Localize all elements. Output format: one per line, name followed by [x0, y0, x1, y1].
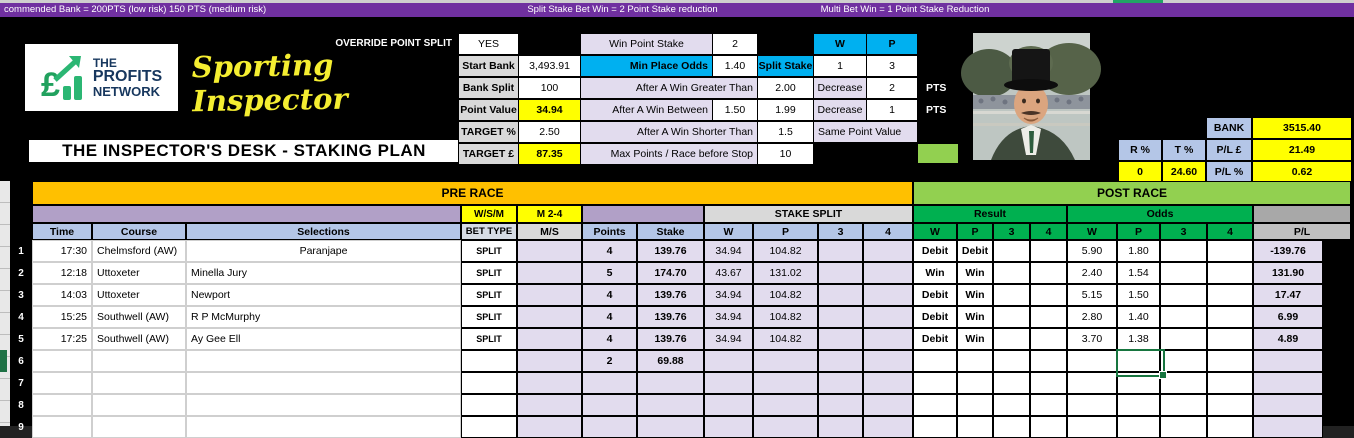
cell-ms[interactable]: [517, 394, 582, 416]
after-win-between-high[interactable]: 1.99: [757, 99, 814, 121]
cell-ss-4[interactable]: [863, 350, 913, 372]
status-green-cell[interactable]: [918, 144, 958, 163]
pl-pct-value[interactable]: 0.62: [1252, 161, 1352, 182]
cell-selection[interactable]: [186, 394, 461, 416]
result-header: Result: [913, 205, 1067, 223]
cell-res-4[interactable]: [1030, 372, 1067, 394]
split-p-header: P: [866, 33, 918, 55]
cell-res-4[interactable]: [1030, 328, 1067, 350]
cell-odds-w[interactable]: 5.90: [1067, 240, 1117, 262]
cell-res-4[interactable]: [1030, 306, 1067, 328]
col-header-ms: M/S: [517, 223, 582, 240]
cell-course[interactable]: Uttoxeter: [92, 284, 186, 306]
cell-points[interactable]: 4: [582, 306, 637, 328]
cell-odds-w[interactable]: 2.80: [1067, 306, 1117, 328]
cell-ss-3[interactable]: [818, 306, 863, 328]
cell-odds-w[interactable]: 3.70: [1067, 328, 1117, 350]
cell-selection[interactable]: Minella Jury: [186, 262, 461, 284]
after-win-greater-value[interactable]: 2.00: [757, 77, 814, 99]
cell-odds-p[interactable]: 1.54: [1117, 262, 1160, 284]
cell-ms[interactable]: [517, 262, 582, 284]
cell-odds-4[interactable]: [1207, 306, 1253, 328]
cell-res-4[interactable]: [1030, 350, 1067, 372]
cell-ss-w[interactable]: [704, 416, 753, 438]
cell-res-w[interactable]: [913, 394, 957, 416]
cell-odds-3[interactable]: [1160, 394, 1207, 416]
cell-ms[interactable]: [517, 284, 582, 306]
cell-odds-4[interactable]: [1207, 394, 1253, 416]
row-number[interactable]: 5: [18, 333, 24, 345]
cell-ss-p[interactable]: 131.02: [753, 262, 818, 284]
win-point-stake-value[interactable]: 2: [712, 33, 758, 55]
pts1-label: PTS: [926, 82, 947, 94]
cell-ss-p[interactable]: [753, 394, 818, 416]
col-header-odds-w: W: [1067, 223, 1117, 240]
cell-ss-w[interactable]: [704, 350, 753, 372]
cell-time[interactable]: 17:25: [32, 328, 92, 350]
cell-pl[interactable]: [1253, 372, 1323, 394]
after-win-greater-label: After A Win Greater Than: [580, 77, 758, 99]
cell-bet-type[interactable]: [461, 416, 517, 438]
cell-time[interactable]: 15:25: [32, 306, 92, 328]
decrease2-value[interactable]: 1: [866, 99, 918, 121]
col-header-odds-3: 3: [1160, 223, 1207, 240]
cell-odds-3[interactable]: [1160, 306, 1207, 328]
cell-odds-4[interactable]: [1207, 350, 1253, 372]
cell-ss-4[interactable]: [863, 240, 913, 262]
cell-odds-w[interactable]: 5.15: [1067, 284, 1117, 306]
cell-time[interactable]: 12:18: [32, 262, 92, 284]
cell-res-4[interactable]: [1030, 394, 1067, 416]
cell-time[interactable]: [32, 372, 92, 394]
cell-ss-w[interactable]: 34.94: [704, 306, 753, 328]
row-number[interactable]: 8: [18, 399, 24, 411]
cell-ss-w[interactable]: 43.67: [704, 262, 753, 284]
pl-gbp-value[interactable]: 21.49: [1252, 139, 1352, 161]
after-win-between-low[interactable]: 1.50: [712, 99, 758, 121]
cell-stake[interactable]: 139.76: [637, 240, 704, 262]
cell-res-p[interactable]: Win: [957, 328, 993, 350]
odds-header: Odds: [1067, 205, 1253, 223]
col-header-res-p: P: [957, 223, 993, 240]
cell-course[interactable]: Southwell (AW): [92, 306, 186, 328]
desk-title-banner: THE INSPECTOR'S DESK - STAKING PLAN: [28, 139, 460, 163]
after-win-between-label: After A Win Between: [580, 99, 713, 121]
cell-ms[interactable]: [517, 328, 582, 350]
col-header-pl: P/L: [1253, 223, 1351, 240]
cell-ms[interactable]: [517, 372, 582, 394]
cell-ss-4[interactable]: [863, 416, 913, 438]
info-bar-left: commended Bank = 200PTS (low risk) 150 PTS (medium risk): [4, 4, 267, 15]
cell-course[interactable]: [92, 372, 186, 394]
cell-ms[interactable]: [517, 350, 582, 372]
cell-ss-w[interactable]: 34.94: [704, 240, 753, 262]
cell-res-w[interactable]: Debit: [913, 328, 957, 350]
cell-res-3[interactable]: [993, 262, 1030, 284]
cell-res-w[interactable]: Debit: [913, 284, 957, 306]
cell-course[interactable]: [92, 394, 186, 416]
row-number[interactable]: 7: [18, 377, 24, 389]
cell-time[interactable]: 17:30: [32, 240, 92, 262]
cell-res-p[interactable]: Win: [957, 306, 993, 328]
profits-network-logo: [25, 44, 178, 111]
cell-ss-3[interactable]: [818, 284, 863, 306]
logo-line1: THE: [92, 56, 117, 70]
active-cell-selection[interactable]: [1116, 349, 1165, 377]
cell-bet-type[interactable]: [461, 394, 517, 416]
cell-points[interactable]: [582, 416, 637, 438]
cell-points[interactable]: 4: [582, 328, 637, 350]
max-points-value[interactable]: 10: [757, 143, 814, 165]
cell-odds-4[interactable]: [1207, 416, 1253, 438]
cell-odds-3[interactable]: [1160, 372, 1207, 394]
cell-stake[interactable]: [637, 394, 704, 416]
cell-points[interactable]: 4: [582, 240, 637, 262]
cell-res-w[interactable]: Debit: [913, 306, 957, 328]
sheet-gutter: [0, 181, 10, 426]
cell-ms[interactable]: [517, 240, 582, 262]
cell-ss-4[interactable]: [863, 372, 913, 394]
max-points-label: Max Points / Race before Stop: [580, 143, 758, 165]
logo-line3: NETWORK: [92, 84, 160, 99]
cell-odds-3[interactable]: [1160, 284, 1207, 306]
t-pct-label: T %: [1162, 139, 1206, 161]
cell-odds-4[interactable]: [1207, 262, 1253, 284]
point-value-value[interactable]: 34.94: [518, 99, 581, 121]
logo-line2: PROFITS: [92, 68, 163, 85]
cell-bet-type[interactable]: SPLIT: [461, 262, 517, 284]
cell-selection[interactable]: Newport: [186, 284, 461, 306]
cell-ss-p[interactable]: 104.82: [753, 240, 818, 262]
cell-ss-3[interactable]: [818, 328, 863, 350]
cell-ss-w[interactable]: 34.94: [704, 328, 753, 350]
row-number[interactable]: 1: [18, 245, 24, 257]
cell-odds-3[interactable]: [1160, 240, 1207, 262]
cell-stake[interactable]: 69.88: [637, 350, 704, 372]
cell-stake[interactable]: 139.76: [637, 328, 704, 350]
cell-odds-w[interactable]: [1067, 416, 1117, 438]
cell-pl[interactable]: -139.76: [1253, 240, 1323, 262]
cell-ss-4[interactable]: [863, 284, 913, 306]
cell-stake[interactable]: [637, 416, 704, 438]
cell-res-w[interactable]: Win: [913, 262, 957, 284]
cell-ms[interactable]: [517, 416, 582, 438]
cell-res-3[interactable]: [993, 394, 1030, 416]
cell-time[interactable]: [32, 416, 92, 438]
col-header-ss-3: 3: [818, 223, 863, 240]
cell-selection[interactable]: Paranjape: [186, 240, 461, 262]
split-stake-label: Split Stake: [757, 55, 814, 77]
wsm-header: W/S/M: [461, 205, 517, 223]
cell-odds-p[interactable]: [1117, 416, 1160, 438]
row-number[interactable]: 9: [18, 421, 24, 433]
win-point-stake-label: Win Point Stake: [580, 33, 713, 55]
bank-label: BANK: [1206, 117, 1252, 139]
cell-pl[interactable]: 6.99: [1253, 306, 1323, 328]
cell-time[interactable]: 14:03: [32, 284, 92, 306]
info-bar-center: Split Stake Bet Win = 2 Point Stake reduction: [527, 4, 718, 15]
cell-course[interactable]: Uttoxeter: [92, 262, 186, 284]
cell-ss-w[interactable]: [704, 394, 753, 416]
cell-points[interactable]: [582, 394, 637, 416]
pl-subheader-spacer: [1253, 205, 1351, 223]
target-pct-value[interactable]: 2.50: [518, 121, 581, 143]
cell-res-w[interactable]: Debit: [913, 240, 957, 262]
bank-split-value[interactable]: 100: [518, 77, 581, 99]
min-place-odds-label: Min Place Odds: [580, 55, 713, 77]
col-header-odds-p: P: [1117, 223, 1160, 240]
cell-bet-type[interactable]: [461, 350, 517, 372]
cell-odds-p[interactable]: 1.50: [1117, 284, 1160, 306]
cell-ss-3[interactable]: [818, 240, 863, 262]
cell-odds-3[interactable]: [1160, 328, 1207, 350]
col-header-course: Course: [92, 223, 186, 240]
cell-selection[interactable]: Ay Gee Ell: [186, 328, 461, 350]
split-stake-p[interactable]: 3: [866, 55, 918, 77]
cell-ss-p[interactable]: [753, 350, 818, 372]
cell-odds-p[interactable]: 1.80: [1117, 240, 1160, 262]
cell-ss-p[interactable]: 104.82: [753, 284, 818, 306]
cell-ss-4[interactable]: [863, 306, 913, 328]
col-header-ss-4: 4: [863, 223, 913, 240]
cell-res-p[interactable]: [957, 416, 993, 438]
pts2-label: PTS: [926, 104, 947, 116]
row-number[interactable]: 6: [18, 355, 24, 367]
cell-odds-w[interactable]: [1067, 394, 1117, 416]
cell-ss-w[interactable]: 34.94: [704, 284, 753, 306]
cell-res-3[interactable]: [993, 416, 1030, 438]
r-pct-label: R %: [1118, 139, 1162, 161]
cell-ss-3[interactable]: [818, 416, 863, 438]
col-header-stake: Stake: [637, 223, 704, 240]
cell-pl[interactable]: [1253, 416, 1323, 438]
cell-ss-3[interactable]: [818, 372, 863, 394]
cell-res-w[interactable]: [913, 416, 957, 438]
m24-header: M 2-4: [517, 205, 582, 223]
cell-odds-4[interactable]: [1207, 372, 1253, 394]
racecourse-gentleman-photo: [973, 33, 1090, 160]
cell-odds-4[interactable]: [1207, 328, 1253, 350]
cell-stake[interactable]: 139.76: [637, 306, 704, 328]
start-bank-label: Start Bank: [458, 55, 519, 77]
override-point-split-value[interactable]: YES: [458, 33, 519, 55]
cell-points[interactable]: 2: [582, 350, 637, 372]
pl-gbp-label: P/L £: [1206, 139, 1252, 161]
cell-res-w[interactable]: [913, 372, 957, 394]
pre-race-subheader-left: [32, 205, 461, 223]
post-race-banner: POST RACE: [913, 181, 1351, 205]
cell-selection[interactable]: [186, 416, 461, 438]
cell-res-p[interactable]: Debit: [957, 240, 993, 262]
cell-course[interactable]: Southwell (AW): [92, 328, 186, 350]
cell-bet-type[interactable]: [461, 372, 517, 394]
cell-bet-type[interactable]: SPLIT: [461, 328, 517, 350]
cell-res-p[interactable]: [957, 350, 993, 372]
col-header-selections: Selections: [186, 223, 461, 240]
min-place-odds-value[interactable]: 1.40: [712, 55, 758, 77]
cell-ss-p[interactable]: [753, 416, 818, 438]
cell-pl[interactable]: 17.47: [1253, 284, 1323, 306]
cell-res-3[interactable]: [993, 284, 1030, 306]
point-value-label: Point Value: [458, 99, 519, 121]
pl-pct-label: P/L %: [1206, 161, 1252, 182]
start-bank-value[interactable]: 3,493.91: [518, 55, 581, 77]
cell-pl[interactable]: 131.90: [1253, 262, 1323, 284]
cell-res-4[interactable]: [1030, 416, 1067, 438]
cell-ss-w[interactable]: [704, 372, 753, 394]
info-bar: [0, 3, 1354, 17]
cell-ss-4[interactable]: [863, 328, 913, 350]
cell-res-3[interactable]: [993, 240, 1030, 262]
cell-res-p[interactable]: [957, 394, 993, 416]
same-point-value-label: Same Point Value: [813, 121, 918, 143]
target-gbp-label: TARGET £: [458, 143, 519, 165]
cell-course[interactable]: [92, 416, 186, 438]
cell-bet-type[interactable]: SPLIT: [461, 240, 517, 262]
cell-course[interactable]: [92, 350, 186, 372]
after-win-shorter-label: After A Win Shorter Than: [580, 121, 758, 143]
decrease1-value[interactable]: 2: [866, 77, 918, 99]
sporting-inspector-title: Sporting Inspector: [191, 47, 348, 119]
profits-network-chart-icon: [41, 50, 87, 106]
col-header-bet-type: BET TYPE: [461, 223, 517, 240]
cell-selection[interactable]: [186, 372, 461, 394]
cell-res-w[interactable]: [913, 350, 957, 372]
cell-stake[interactable]: 174.70: [637, 262, 704, 284]
cell-points[interactable]: [582, 372, 637, 394]
cell-ss-4[interactable]: [863, 394, 913, 416]
row-number[interactable]: 4: [18, 311, 24, 323]
cell-bet-type[interactable]: SPLIT: [461, 284, 517, 306]
col-header-time: Time: [32, 223, 92, 240]
decrease1-label: Decrease: [813, 77, 867, 99]
cell-pl[interactable]: [1253, 394, 1323, 416]
cell-odds-w[interactable]: [1067, 372, 1117, 394]
cell-stake[interactable]: 139.76: [637, 284, 704, 306]
fill-handle[interactable]: [1159, 371, 1167, 379]
cell-odds-4[interactable]: [1207, 240, 1253, 262]
target-pct-label: TARGET %: [458, 121, 519, 143]
cell-res-3[interactable]: [993, 350, 1030, 372]
cell-res-p[interactable]: [957, 372, 993, 394]
cell-bet-type[interactable]: SPLIT: [461, 306, 517, 328]
split-w-header: W: [813, 33, 867, 55]
col-header-res-w: W: [913, 223, 957, 240]
info-bar-right: Multi Bet Win = 1 Point Stake Reduction: [820, 4, 990, 15]
cell-odds-p[interactable]: [1117, 394, 1160, 416]
col-header-res-4: 4: [1030, 223, 1067, 240]
target-gbp-value[interactable]: 87.35: [518, 143, 581, 165]
pre-race-banner: PRE RACE: [32, 181, 913, 205]
cell-points[interactable]: 4: [582, 284, 637, 306]
cell-ss-p[interactable]: 104.82: [753, 328, 818, 350]
cell-res-p[interactable]: Win: [957, 262, 993, 284]
cell-time[interactable]: [32, 350, 92, 372]
col-header-odds-4: 4: [1207, 223, 1253, 240]
cell-selection[interactable]: R P McMurphy: [186, 306, 461, 328]
col-header-ss-w: W: [704, 223, 753, 240]
cell-ss-p[interactable]: [753, 372, 818, 394]
cell-pl[interactable]: 4.89: [1253, 328, 1323, 350]
col-header-res-3: 3: [993, 223, 1030, 240]
cell-res-3[interactable]: [993, 328, 1030, 350]
col-header-ss-p: P: [753, 223, 818, 240]
override-point-split-label: OVERRIDE POINT SPLIT: [335, 37, 452, 49]
cell-time[interactable]: [32, 394, 92, 416]
cell-res-3[interactable]: [993, 372, 1030, 394]
cell-odds-3[interactable]: [1160, 350, 1207, 372]
cell-stake[interactable]: [637, 372, 704, 394]
cell-odds-3[interactable]: [1160, 262, 1207, 284]
cell-odds-w[interactable]: 2.40: [1067, 262, 1117, 284]
cell-odds-3[interactable]: [1160, 416, 1207, 438]
split-stake-w[interactable]: 1: [813, 55, 867, 77]
selected-row-marker: [0, 350, 7, 372]
row-number[interactable]: 3: [18, 289, 24, 301]
cell-ms[interactable]: [517, 306, 582, 328]
cell-course[interactable]: Chelmsford (AW): [92, 240, 186, 262]
pre-race-subheader-right: [582, 205, 704, 223]
cell-ss-3[interactable]: [818, 394, 863, 416]
cell-ss-p[interactable]: 104.82: [753, 306, 818, 328]
bank-value[interactable]: 3515.40: [1252, 117, 1352, 139]
cell-res-3[interactable]: [993, 306, 1030, 328]
decrease2-label: Decrease: [813, 99, 867, 121]
cell-points[interactable]: 5: [582, 262, 637, 284]
cell-odds-w[interactable]: [1067, 350, 1117, 372]
bank-split-label: Bank Split: [458, 77, 519, 99]
cell-res-p[interactable]: Win: [957, 284, 993, 306]
cell-res-4[interactable]: [1030, 262, 1067, 284]
cell-odds-p[interactable]: 1.40: [1117, 306, 1160, 328]
cell-ss-4[interactable]: [863, 262, 913, 284]
col-header-points: Points: [582, 223, 637, 240]
svg-text:£: £: [40, 65, 60, 104]
cell-selection[interactable]: [186, 350, 461, 372]
t-pct-value[interactable]: 24.60: [1162, 161, 1206, 182]
cell-pl[interactable]: [1253, 350, 1323, 372]
cell-res-4[interactable]: [1030, 284, 1067, 306]
row-number[interactable]: 2: [18, 267, 24, 279]
after-win-shorter-value[interactable]: 1.5: [757, 121, 814, 143]
cell-odds-p[interactable]: 1.38: [1117, 328, 1160, 350]
r-pct-value[interactable]: 0: [1118, 161, 1162, 182]
cell-ss-3[interactable]: [818, 262, 863, 284]
cell-ss-3[interactable]: [818, 350, 863, 372]
cell-odds-4[interactable]: [1207, 284, 1253, 306]
cell-res-4[interactable]: [1030, 240, 1067, 262]
stake-split-header: STAKE SPLIT: [704, 205, 913, 223]
